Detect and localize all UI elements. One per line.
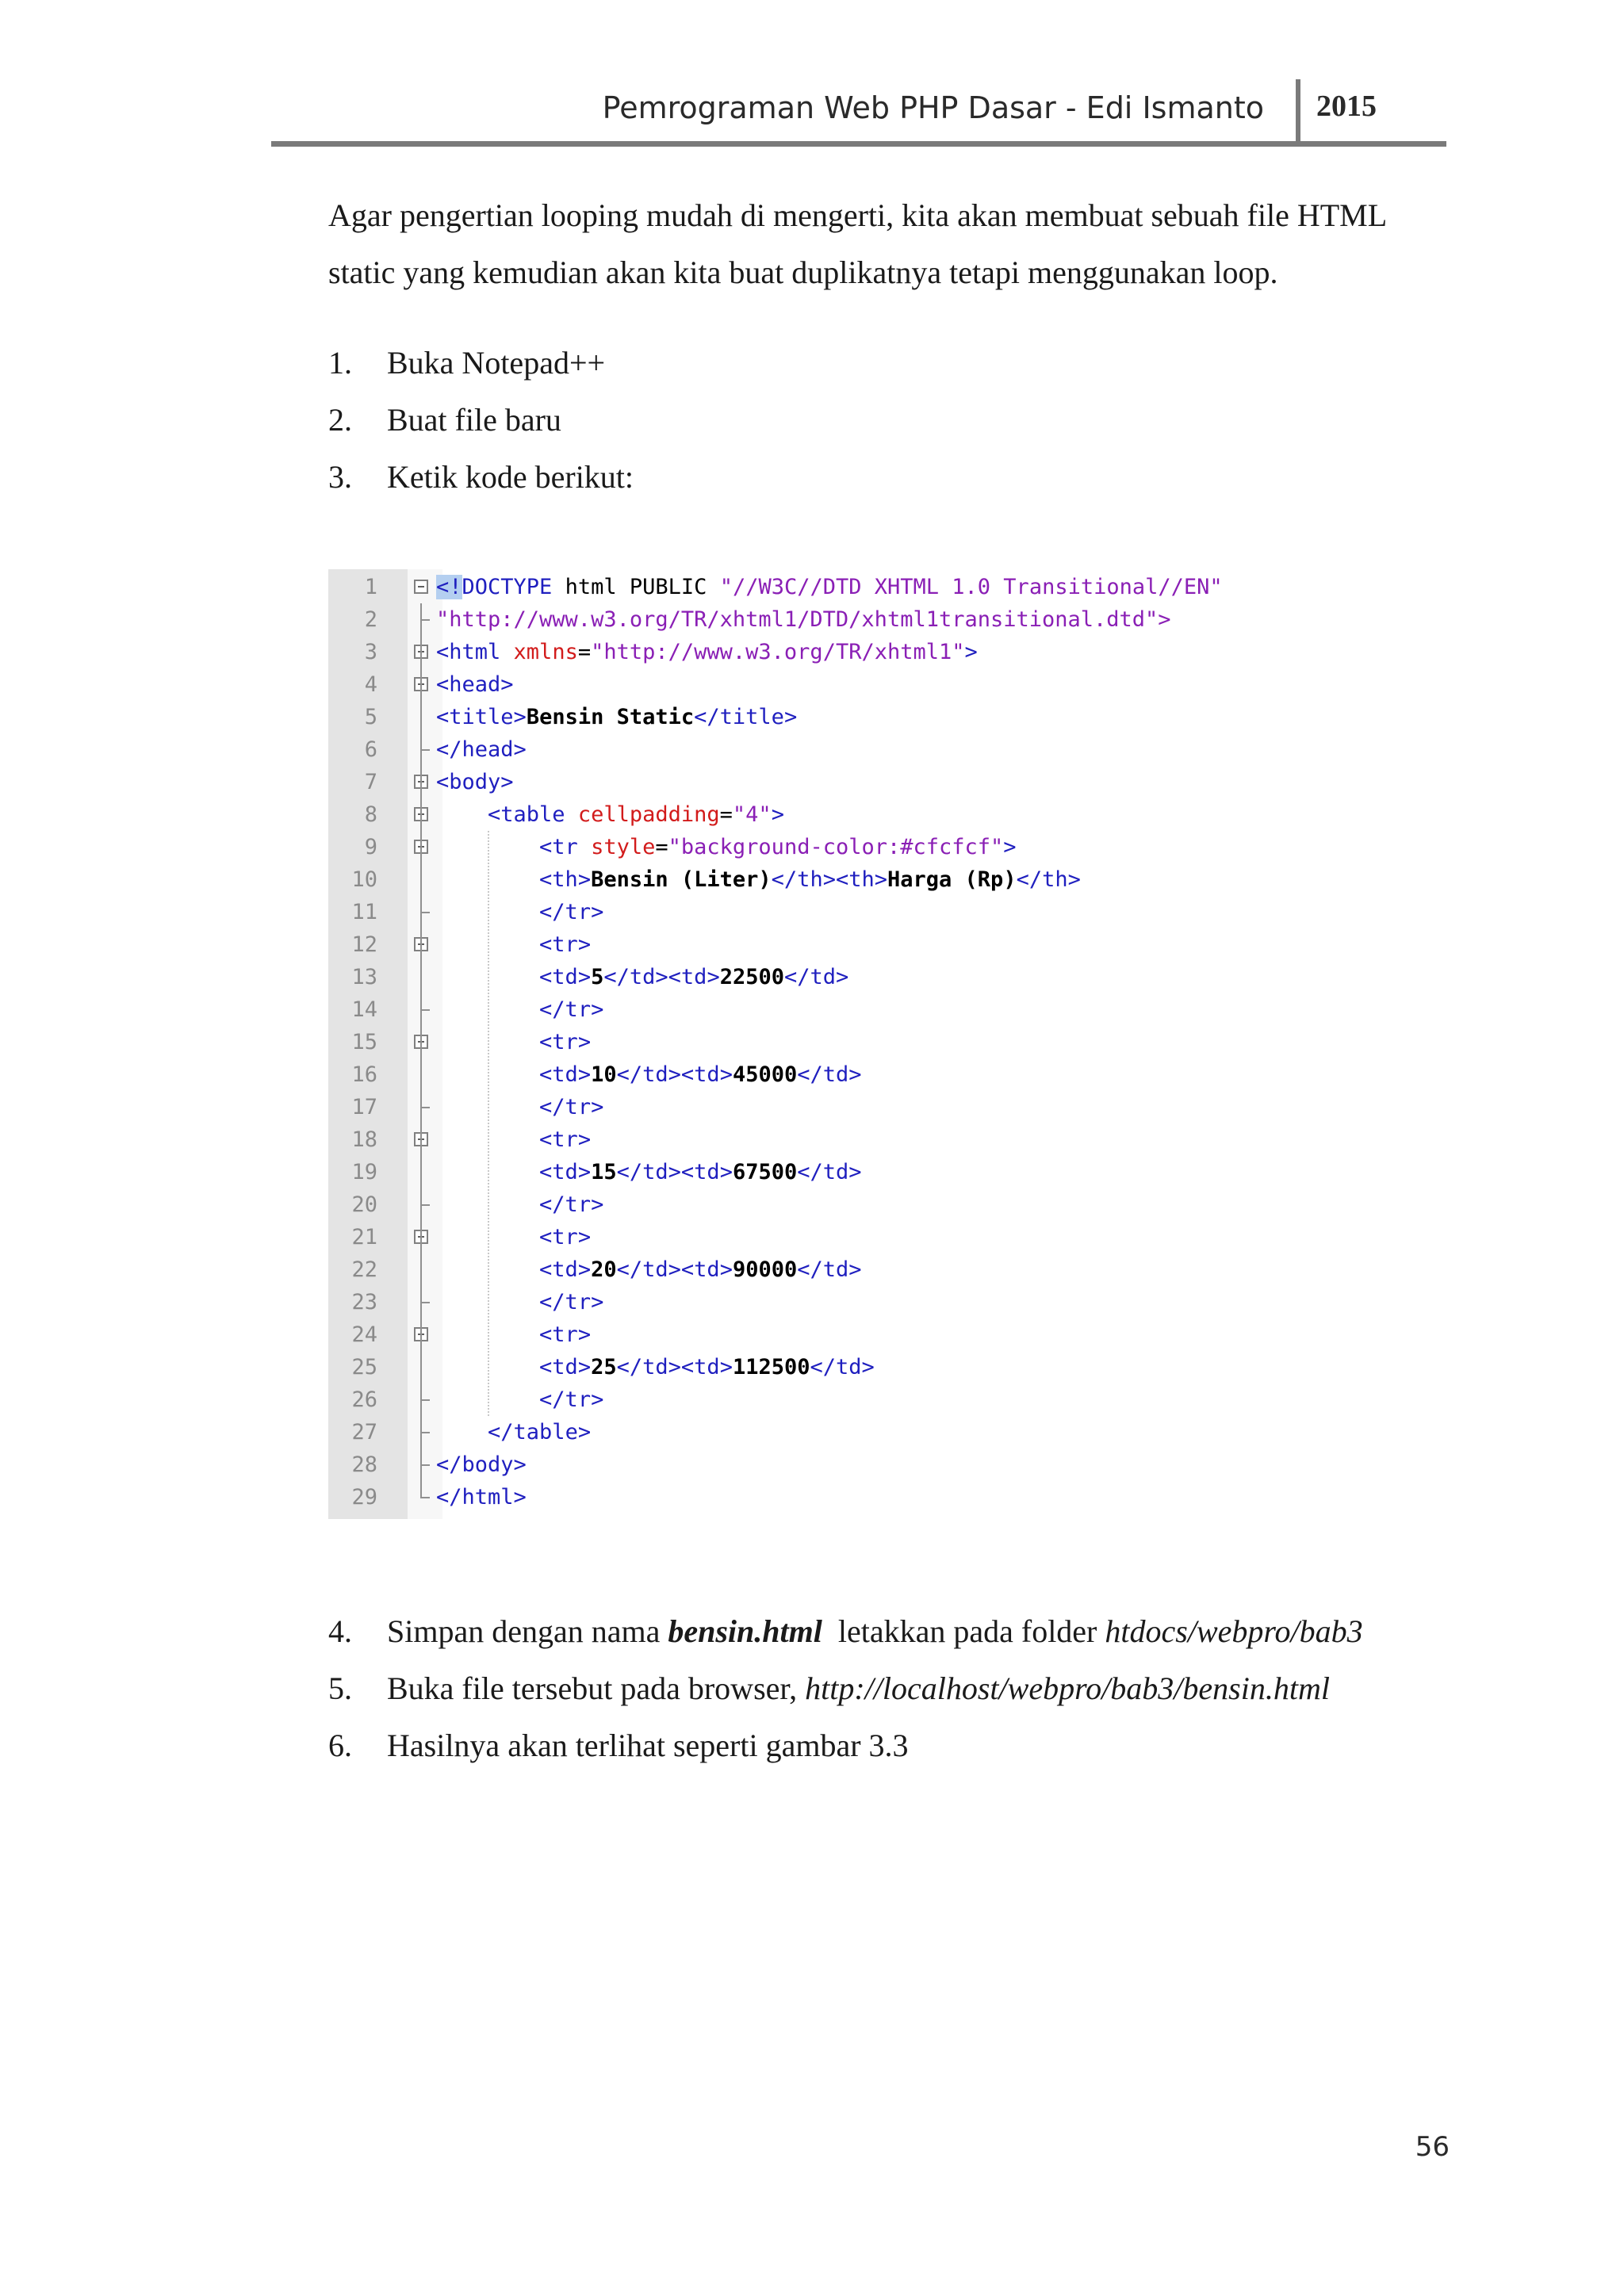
line-number: 17 <box>351 1095 377 1119</box>
code-text: </body> <box>436 1452 527 1477</box>
code-text: <td>10</td><td>45000</td> <box>539 1062 862 1087</box>
code-text: <tr> <box>539 932 592 957</box>
code-text: <tr> <box>539 1030 592 1054</box>
line-number: 21 <box>351 1225 377 1249</box>
fold-end-mark <box>420 1302 430 1303</box>
line-number: 2 <box>364 607 377 632</box>
code-text: </html> <box>436 1485 527 1510</box>
line-number: 22 <box>351 1257 377 1282</box>
line-number: 28 <box>351 1452 377 1477</box>
indent-guide <box>488 831 489 1416</box>
code-line <box>328 1058 1280 1091</box>
code-text: <table cellpadding="4"> <box>488 802 784 827</box>
code-line <box>328 1481 1280 1513</box>
code-text: </tr> <box>539 997 604 1022</box>
fold-end-mark <box>420 1497 430 1498</box>
code-line <box>328 571 1280 603</box>
code-text: <title>Bensin Static</title> <box>436 705 798 729</box>
line-number: 7 <box>364 770 377 794</box>
code-text: <tr> <box>539 1225 592 1249</box>
book-year: 2015 <box>1316 90 1377 123</box>
intro-paragraph: Agar pengertian looping mudah di mengerti, kita akan membuat sebuah file HTML static yang kemudian akan kita buat duplikatnya tetapi menggunakan loop. <box>328 197 1386 290</box>
code-line <box>328 961 1280 993</box>
code-text: </tr> <box>539 1095 604 1119</box>
code-line <box>328 1156 1280 1188</box>
code-line <box>328 1383 1280 1416</box>
code-line <box>328 766 1280 798</box>
line-number: 15 <box>351 1030 377 1054</box>
fold-connector-line <box>420 603 422 1498</box>
code-text: <th>Bensin (Liter)</th><th>Harga (Rp)</th> <box>539 867 1081 892</box>
code-line <box>328 636 1280 668</box>
code-text: <html xmlns="http://www.w3.org/TR/xhtml1"> <box>436 640 978 664</box>
code-text: </tr> <box>539 1290 604 1314</box>
code-text: </tr> <box>539 1192 604 1217</box>
code-text: <td>20</td><td>90000</td> <box>539 1257 862 1282</box>
code-line <box>328 798 1280 831</box>
line-number: 9 <box>364 835 377 859</box>
list-item: 6. Hasilnya akan terlihat seperti gambar 3.3 <box>328 1728 909 1763</box>
line-number: 11 <box>351 900 377 924</box>
line-number: 10 <box>351 867 377 892</box>
code-line <box>328 1253 1280 1286</box>
book-title: Pemrograman Web PHP Dasar - Edi Ismanto <box>602 90 1264 125</box>
code-line <box>328 993 1280 1026</box>
code-text: "http://www.w3.org/TR/xhtml1/DTD/xhtml1transitional.dtd"> <box>436 607 1171 632</box>
line-number: 3 <box>364 640 377 664</box>
code-line <box>328 1221 1280 1253</box>
code-line <box>328 701 1280 733</box>
running-header <box>271 79 1446 146</box>
code-text: <body> <box>436 770 514 794</box>
line-number: 27 <box>351 1420 377 1445</box>
fold-end-mark <box>420 1399 430 1401</box>
localhost-url: http://localhost/webpro/bab3/bensin.html <box>805 1670 1330 1706</box>
line-number: 24 <box>351 1322 377 1347</box>
code-text: </head> <box>436 737 527 762</box>
fold-toggle-icon[interactable] <box>414 580 428 594</box>
fold-end-mark <box>420 1204 430 1206</box>
code-text: <tr> <box>539 1127 592 1152</box>
code-line <box>328 928 1280 961</box>
code-text: <td>15</td><td>67500</td> <box>539 1160 862 1184</box>
code-text: </table> <box>488 1420 592 1445</box>
line-number: 23 <box>351 1290 377 1314</box>
code-line <box>328 1123 1280 1156</box>
code-line <box>328 896 1280 928</box>
page-number: 56 <box>1415 2131 1450 2163</box>
list-item: 3. Ketik kode berikut: <box>328 459 634 495</box>
fold-end-mark <box>420 1107 430 1108</box>
code-line <box>328 1351 1280 1383</box>
line-number: 8 <box>364 802 377 827</box>
line-number: 14 <box>351 997 377 1022</box>
code-text: <head> <box>436 672 514 697</box>
code-text: <tr style="background-color:#cfcfcf"> <box>539 835 1017 859</box>
code-line <box>328 831 1280 863</box>
list-item: 2. Buat file baru <box>328 402 561 438</box>
code-text: <td>5</td><td>22500</td> <box>539 965 849 989</box>
code-line <box>328 1448 1280 1481</box>
fold-end-mark <box>420 1009 430 1011</box>
code-line <box>328 1188 1280 1221</box>
line-number: 16 <box>351 1062 377 1087</box>
line-number: 4 <box>364 672 377 697</box>
fold-end-mark <box>420 1432 430 1433</box>
file-name: bensin.html <box>668 1613 822 1649</box>
code-line <box>328 668 1280 701</box>
header-separator <box>1296 79 1300 144</box>
list-item: 1. Buka Notepad++ <box>328 345 606 381</box>
code-line <box>328 603 1280 636</box>
code-text: </tr> <box>539 900 604 924</box>
steps-list-second <box>328 1603 1363 1774</box>
code-text: </tr> <box>539 1387 604 1412</box>
fold-end-mark <box>420 912 430 913</box>
line-number: 25 <box>351 1355 377 1380</box>
line-number: 12 <box>351 932 377 957</box>
code-text: <!DOCTYPE html PUBLIC "//W3C//DTD XHTML 1.0 Transitional//EN" <box>436 575 1223 599</box>
code-line <box>328 1318 1280 1351</box>
line-number: 20 <box>351 1192 377 1217</box>
code-line <box>328 1091 1280 1123</box>
line-number: 18 <box>351 1127 377 1152</box>
fold-end-mark <box>420 1464 430 1466</box>
fold-end-mark <box>420 619 430 621</box>
line-number: 29 <box>351 1485 377 1510</box>
line-number: 26 <box>351 1387 377 1412</box>
folder-path: htdocs/webpro/bab3 <box>1105 1613 1363 1649</box>
code-text: <tr> <box>539 1322 592 1347</box>
header-rule <box>271 141 1446 147</box>
fold-end-mark <box>420 749 430 751</box>
code-line <box>328 1416 1280 1448</box>
code-line <box>328 863 1280 896</box>
code-text: <td>25</td><td>112500</td> <box>539 1355 875 1380</box>
line-number: 6 <box>364 737 377 762</box>
list-item: 5. Buka file tersebut pada browser, http://localhost/webpro/bab3/bensin.html <box>328 1670 1330 1706</box>
code-line <box>328 1286 1280 1318</box>
code-line <box>328 733 1280 766</box>
line-number: 5 <box>364 705 377 729</box>
list-item: 4. Simpan dengan nama bensin.html letakkan pada folder htdocs/webpro/bab3 <box>328 1613 1363 1649</box>
code-line <box>328 1026 1280 1058</box>
code-editor-screenshot <box>328 569 1280 1519</box>
line-number: 1 <box>364 575 377 599</box>
line-number: 19 <box>351 1160 377 1184</box>
line-number: 13 <box>351 965 377 989</box>
steps-list-first <box>328 335 634 506</box>
